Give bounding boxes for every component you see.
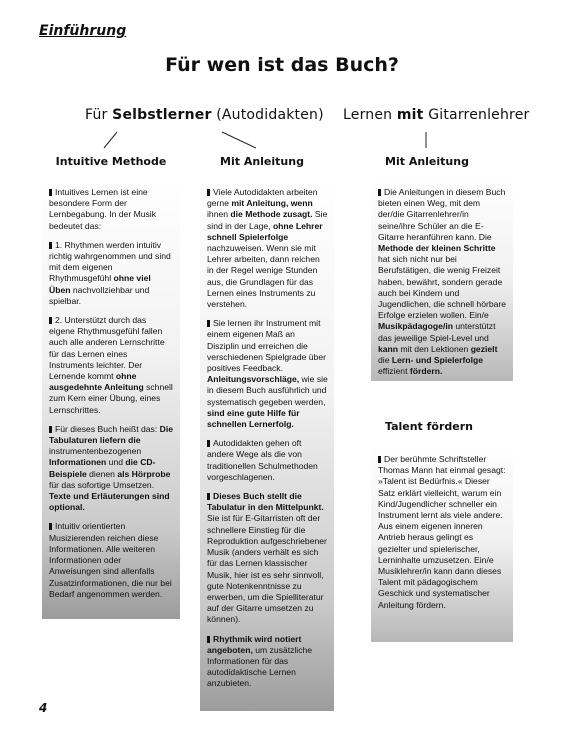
bold-text: die Methode zusagt. <box>230 209 313 220</box>
text-run: schnell zum Kern einer Übung, eines Lernschrittes. <box>49 382 173 415</box>
paragraph <box>207 491 328 625</box>
text-run: die <box>378 355 392 366</box>
text-run: um zusätzliche Informationen für das autodidaktische Lernen anzubieten. <box>207 644 313 689</box>
bullet-icon <box>207 440 210 447</box>
bullet-icon <box>378 189 381 196</box>
text-run: mit den Lektionen <box>398 343 471 354</box>
bullet-icon <box>49 242 52 249</box>
bold-text: kann <box>378 343 399 354</box>
paragraph <box>49 521 174 599</box>
paragraph <box>49 187 174 232</box>
text-run: Sie sind in der Lage, <box>207 209 328 231</box>
bold-text: Dieses Buch stellt die Tabulatur in den Mittelpunkt. <box>207 491 324 513</box>
paragraph <box>49 424 174 514</box>
text-run: 2. Unterstützt durch das eigene Rhythmusgefühl fallen auch alle anderen Lernschritte für das Lernen eines Instruments leichter. Der Lernende kommt <box>49 315 165 382</box>
group-heading-suffix: Gitarrenlehrer <box>423 107 530 123</box>
column-talent-foerdern <box>371 446 513 642</box>
group-heading-suffix: (Autodidakten) <box>211 107 324 123</box>
text-run: Sie lernen ihr Instrument mit einem eigenen Maß an Disziplin und erreichen die verschiedenen Spielgrade über positives Feedback. <box>207 318 326 374</box>
paragraph <box>378 187 507 377</box>
text-run: Für dieses Buch heißt das: <box>55 423 160 434</box>
text-run: effizient <box>378 366 410 377</box>
text-run: Intuitives Lernen ist eine besondere Form der Lernbegabung. In der Musik bedeutet das: <box>49 187 157 231</box>
paragraph <box>49 315 174 416</box>
group-heading-prefix: Lernen <box>343 107 397 123</box>
text-run: und <box>106 457 126 468</box>
bold-text: Anleitungsvorschläge, <box>207 374 300 385</box>
bold-text: Rhythmik wird notiert angeboten, <box>207 633 302 655</box>
subheading-intuitive-methode: Intuitive Methode <box>55 155 167 168</box>
bold-text: Die Tabulaturen liefern die <box>49 423 173 446</box>
connector-lines <box>0 0 564 200</box>
paragraph <box>207 634 328 690</box>
column-mit-anleitung-lehrer <box>371 179 513 381</box>
text-run: hat sich nicht nur bei Berufstätigen, die wenig Freizeit haben, bewährt, sondern gerade auch bei Kindern und Jugendlichen, die schnell hörbare Erfolge erzielen wollen. Ein/e <box>378 254 507 321</box>
text-run: für das sofortige Umsetzen. <box>49 479 155 490</box>
bullet-icon <box>49 317 52 324</box>
text-run: dienen <box>86 468 118 479</box>
section-label: Einführung <box>39 23 127 39</box>
group-heading-bold: Selbstlerner <box>112 107 212 123</box>
page-number: 4 <box>39 701 48 715</box>
subheading-mit-anleitung-right: Mit Anleitung <box>385 155 469 168</box>
bold-text: gezielt <box>470 343 498 354</box>
bold-text: fördern. <box>409 366 443 377</box>
text-run: Viele Autodidakten arbeiten gerne <box>207 187 318 209</box>
text-run: Der berühmte Schriftsteller Thomas Mann hat einmal gesagt: »Talent ist Bedürfnis.« Dieser Satz erklärt vielleicht, warum ein Kind/Jugendlicher schneller ein Instrument lernt als viele andere. Aus einem eigenen inneren Antrieb heraus gelingt es gezielter und spielerischer, Lerninhalte umzusetzen. Ein/e Musiklehrer/in kann dann dieses Talent mit pädagogischem Geschick und systematischer Anleitung fördern. <box>378 454 506 610</box>
text-run: ihnen <box>207 209 231 220</box>
subheading-talent-foerdern: Talent fördern <box>384 420 474 433</box>
text-run: nachzuweisen. Wenn sie mit Lehrer arbeiten, dann reichen in der Regel wenige Stunden aus, die Grundlagen für das Lernen eines Instruments zu verstehen. <box>207 243 320 310</box>
column-intuitive-methode <box>42 179 180 619</box>
paragraph <box>378 454 507 611</box>
text-run: Sie ist für E-Gitarristen oft der schnellere Einstieg für die Reproduktion aufgeschriebener Musik (anders verhält es sich für das Lernen klassischer Musik, hier ist es sehr sinnvoll, gute Notenkenntnisse zu erwerben, um die Spielliteratur auf der Gitarre umsetzen zu können). <box>207 513 327 625</box>
column-mit-anleitung-selbstlerner <box>200 179 334 711</box>
paragraph <box>49 240 174 307</box>
bold-text: ohne Lehrer schnell Spielerfolge <box>207 220 323 242</box>
paragraph <box>207 318 328 430</box>
text-run: Autodidakten gehen oft andere Wege als die von traditionellen Schulmethoden vorgeschlagenen. <box>207 438 318 482</box>
text-run: 1. Rhythmen werden intuitiv richtig wahrgenommen und sind mit dem eigenen Rhythmusgefühl <box>49 239 171 284</box>
text-run: wie sie in diesem Buch ausführlich und systematisch gegeben werden, <box>207 374 328 407</box>
bullet-icon <box>207 189 210 196</box>
bold-text: Informationen <box>49 457 107 468</box>
bold-text: Lern- und Spielerfolge <box>391 355 484 366</box>
bold-text: sind eine gute Hilfe für schnellen Lernerfolg. <box>207 407 300 430</box>
bold-text: Texte und Erläuterungen sind optional. <box>49 491 170 513</box>
text-run: instrumentenbezogenen <box>49 446 142 457</box>
bullet-icon <box>207 493 210 500</box>
paragraph <box>207 187 328 310</box>
paragraph <box>207 438 328 483</box>
subheading-mit-anleitung-left: Mit Anleitung <box>220 155 304 168</box>
bullet-icon <box>49 523 52 530</box>
bold-text: als Hörprobe <box>117 468 171 479</box>
bullet-icon <box>207 320 210 327</box>
bullet-icon <box>207 636 210 643</box>
group-heading-bold: mit <box>396 107 424 123</box>
bullet-icon <box>378 456 381 463</box>
group-heading-prefix: Für <box>85 107 113 123</box>
bullet-icon <box>49 426 52 433</box>
page-title: Für wen ist das Buch? <box>165 54 399 76</box>
text-run: unterstützt das jeweilige Spiel-Level und <box>378 321 496 343</box>
bold-text: Musikpädagoge/in <box>378 321 453 332</box>
bold-text: mit Anleitung, wenn <box>231 198 313 209</box>
bullet-icon <box>49 189 52 196</box>
text-run: nachvollziehbar und spielbar. <box>49 284 150 306</box>
text-run: Die Anleitungen in diesem Buch bieten einen Weg, mit dem der/die Gitarrenlehrer/in seine/ihre Schüler an die E-Gitarre heranführen kann. Die <box>378 187 506 242</box>
bold-text: die CD-Beispiele <box>49 457 156 479</box>
bold-text: ohne viel Üben <box>49 273 151 295</box>
bold-text: ohne ausgedehnte Anleitung <box>49 371 144 393</box>
text-run: Intuitiv orientierten Musizierenden reichen diese Informationen. Alle weiteren Informationen oder Anweisungen sind allenfalls Zusatzinformationen, die nur bei Bedarf angenommen werden. <box>49 521 172 599</box>
bold-text: Methode der kleinen Schritte <box>378 243 496 254</box>
